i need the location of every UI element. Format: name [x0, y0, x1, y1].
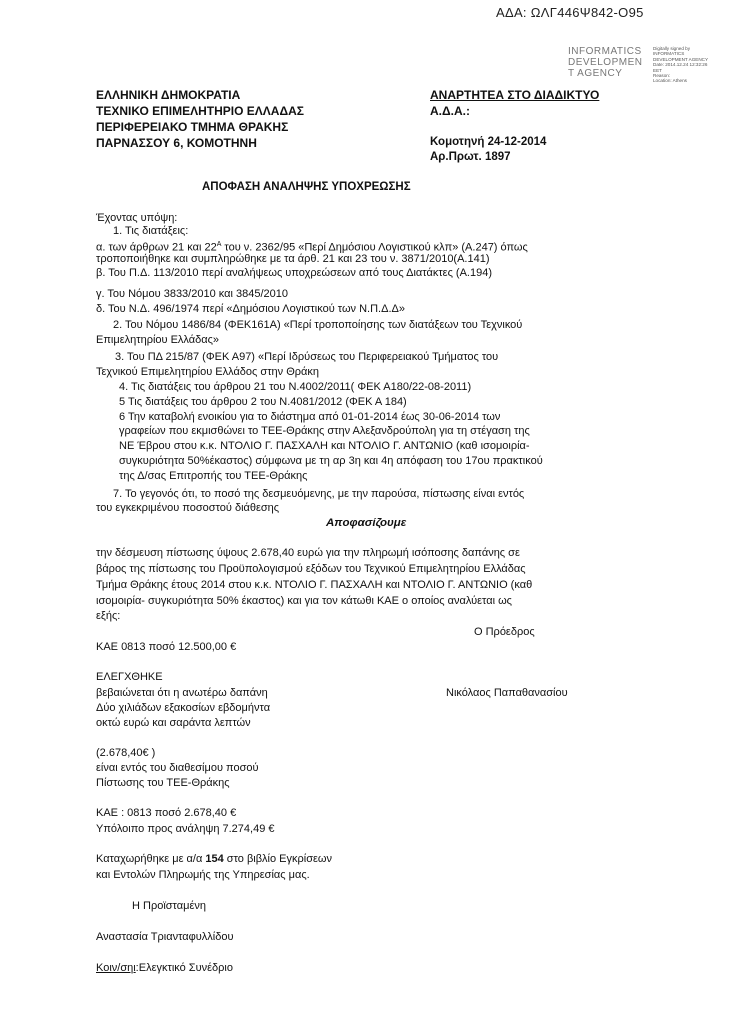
- signature-details: [653, 46, 708, 84]
- consider-item: τροποποιήθηκε και συμπληρώθηκε με τα άρθ. 21 και 23 του ν. 3871/2010(Α.141): [96, 253, 490, 265]
- cc-line: [96, 961, 233, 975]
- protocol-number: Αρ.Πρωτ. 1897: [430, 151, 511, 163]
- cc-label: Κοιν/σηι: [96, 962, 136, 974]
- signature-line: DEVELOPMEN: [568, 57, 643, 68]
- issuer-block: [96, 87, 304, 151]
- signature-detail: Reason:: [653, 73, 671, 79]
- signature-detail: Digitally signed by: [653, 46, 691, 51]
- verification-line: ΕΛΕΓΧΘΗΚΕ: [96, 671, 163, 683]
- cc-value: :Ελεγκτικό Συνέδριο: [135, 962, 233, 974]
- consider-item: 1. Τις διατάξεις:: [113, 225, 189, 237]
- president-name: Νικόλαος Παπαθανασίου: [446, 687, 568, 699]
- signature-detail: EET: [653, 67, 662, 73]
- kae-summary-line: Υπόλοιπο προς ανάληψη 7.274,49 €: [96, 823, 275, 835]
- registration-line: [96, 852, 332, 866]
- registration-text: Καταχωρήθηκε με α/α: [96, 853, 206, 865]
- head-name: Αναστασία Τριανταφυλλίδου: [96, 931, 234, 943]
- decision-line: Τμήμα Θράκης έτους 2014 στου κ.κ. ΝΤΟΛΙΟ Γ. ΠΑΣΧΑΛΗ και ΝΤΟΛΙΟ Γ. ΑΝΤΩΝΙΟ (καθ: [96, 579, 533, 591]
- consider-item: του εγκεκριμένου ποσοστού διάθεσης: [96, 502, 280, 514]
- decision-line: βάρος της πίστωσης του Προϋπολογισμού εξόδων του Τεχνικού Επιμελητηρίου Ελλάδας: [96, 563, 526, 575]
- issuer-line: ΠΑΡΝΑΣΣΟΥ 6, ΚΟΜΟΤΗΝΗ: [96, 136, 257, 150]
- decision-line: εξής:: [96, 610, 121, 622]
- considering-intro: Έχοντας υπόψη:: [96, 212, 178, 224]
- registration-line: και Εντολών Πληρωμής της Υπηρεσίας μας.: [96, 869, 310, 881]
- consider-item: β. Του Π.Δ. 113/2010 περί αναλήψεως υποχρεώσεων από τους Διατάκτες (Α.194): [96, 267, 493, 279]
- consider-text: α. των άρθρων 21 και 22: [96, 241, 217, 254]
- signature-detail: DEVELOPMENT AGENCY: [653, 56, 709, 62]
- consider-item: 5 Τις διατάξεις του άρθρου 2 του Ν.4081/2012 (ΦΕΚ Α 184): [119, 396, 407, 408]
- signature-line: T AGENCY: [568, 68, 623, 79]
- consider-item: 3. Του ΠΔ 215/87 (ΦΕΚ Α97) «Περί Ιδρύσεως του Περιφερειακού Τμήματος του: [115, 351, 499, 363]
- consider-item: 2. Του Νόμου 1486/84 (ΦΕΚ161Α) «Περί τροποποίησης των διατάξεων του Τεχνικού: [113, 319, 523, 331]
- verification-line: οκτώ ευρώ και σαράντα λεπτών: [96, 717, 251, 729]
- ada-label: Α.Δ.Α.:: [430, 104, 470, 118]
- decision-line: ισομοιρία- συγκυριότητα 50% έκαστος) και για τον κάτωθι ΚΑΕ ο οποίος αναλύεται ως: [96, 595, 512, 607]
- verification-line: βεβαιώνεται ότι η ανωτέρω δαπάνη: [96, 687, 268, 699]
- registration-text: στο βιβλίο Εγκρίσεων: [223, 853, 332, 865]
- decision-line: την δέσμευση πίστωσης ύψους 2.678,40 ευρώ για την πληρωμή ισόποσης δαπάνης σε: [96, 547, 520, 559]
- superscript: Α: [216, 241, 222, 248]
- consider-text: του ν. 2362/95 «Περί Δημόσιου Λογιστικού κλπ» (Α.247) όπως: [221, 241, 528, 254]
- consider-item: 7. Το γεγονός ότι, το ποσό της δεσμευόμενης, με την παρούσα, πίστωσης είναι εντός: [113, 488, 525, 500]
- consider-item: 6 Την καταβολή ενοικίου για το διάστημα από 01-01-2014 έως 30-06-2014 των: [119, 411, 501, 423]
- digital-signature-stamp: [568, 46, 642, 79]
- ada-number: ΑΔΑ: ΩΛΓ446Ψ842-Ο95: [496, 5, 644, 20]
- kae-line: ΚΑΕ 0813 ποσό 12.500,00 €: [96, 641, 237, 653]
- signature-detail: INFORMATICS: [653, 51, 685, 57]
- decide-heading: Αποφασίζουμε: [326, 517, 407, 529]
- consider-item: της Δ/σας Επιτροπής του ΤΕΕ-Θράκης: [119, 470, 308, 482]
- signature-detail: Location: Athens: [653, 78, 687, 84]
- president-label: Ο Πρόεδρος: [474, 626, 535, 638]
- head-label: Η Προϊσταμένη: [132, 900, 206, 912]
- amount-line: (2.678,40€ ): [96, 747, 156, 759]
- kae-summary-line: ΚΑΕ : 0813 ποσό 2.678,40 €: [96, 807, 237, 819]
- consider-item: συγκυριότητα 50%έκαστος) σύμφωνα με τη αρ 3η και 4η απόφαση του 17ου πρακτικού: [119, 455, 543, 467]
- consider-item: Επιμελητηρίου Ελλάδας»: [96, 334, 220, 346]
- place-date: Κομοτηνή 24-12-2014: [430, 136, 547, 148]
- consider-item: Τεχνικού Επιμελητηρίου Ελλάδος στην Θράκη: [96, 366, 319, 378]
- signature-line: INFORMATICS: [568, 46, 642, 57]
- amount-line: είναι εντός του διαθεσίμου ποσού: [96, 762, 259, 774]
- registration-number: 154: [205, 853, 224, 865]
- consider-item: ΝΕ Έβρου στου κ.κ. ΝΤΟΛΙΟ Γ. ΠΑΣΧΑΛΗ και ΝΤΟΛΙΟ Γ. ΑΝΤΩΝΙΟ (καθ ισομοιρία-: [119, 440, 530, 452]
- posting-notice: ΑΝΑΡΤΗΤΕΑ ΣΤΟ ΔΙΑΔΙΚΤΥΟ: [430, 88, 600, 102]
- issuer-line: ΠΕΡΙΦΕΡΕΙΑΚΟ ΤΜΗΜΑ ΘΡΑΚΗΣ: [96, 120, 289, 134]
- consider-item: γ. Του Νόμου 3833/2010 και 3845/2010: [96, 288, 288, 300]
- consider-item: 4. Τις διατάξεις του άρθρου 21 του Ν.4002/2011( ΦΕΚ Α180/22-08-2011): [119, 381, 472, 393]
- amount-line: Πίστωσης του ΤΕΕ-Θράκης: [96, 777, 230, 789]
- signature-detail: Date: 2014.12.24 12:32:26: [653, 62, 708, 68]
- document-title: ΑΠΟΦΑΣΗ ΑΝΑΛΗΨΗΣ ΥΠΟΧΡΕΩΣΗΣ: [202, 181, 411, 193]
- issuer-line: ΕΛΛΗΝΙΚΗ ΔΗΜΟΚΡΑΤΙΑ: [96, 88, 241, 102]
- issuer-line: ΤΕΧΝΙΚΟ ΕΠΙΜΕΛΗΤΗΡΙΟ ΕΛΛΑΔΑΣ: [96, 104, 304, 118]
- consider-item: γραφείων που εκμισθώνει το ΤΕΕ-Θράκης στην Αλεξανδρούπολη για τη στέγαση της: [119, 425, 530, 437]
- verification-line: Δύο χιλιάδων εξακοσίων εβδομήντα: [96, 702, 271, 714]
- consider-item: δ. Του Ν.Δ. 496/1974 περί «Δημόσιου Λογιστικού των Ν.Π.Δ.Δ»: [96, 303, 405, 315]
